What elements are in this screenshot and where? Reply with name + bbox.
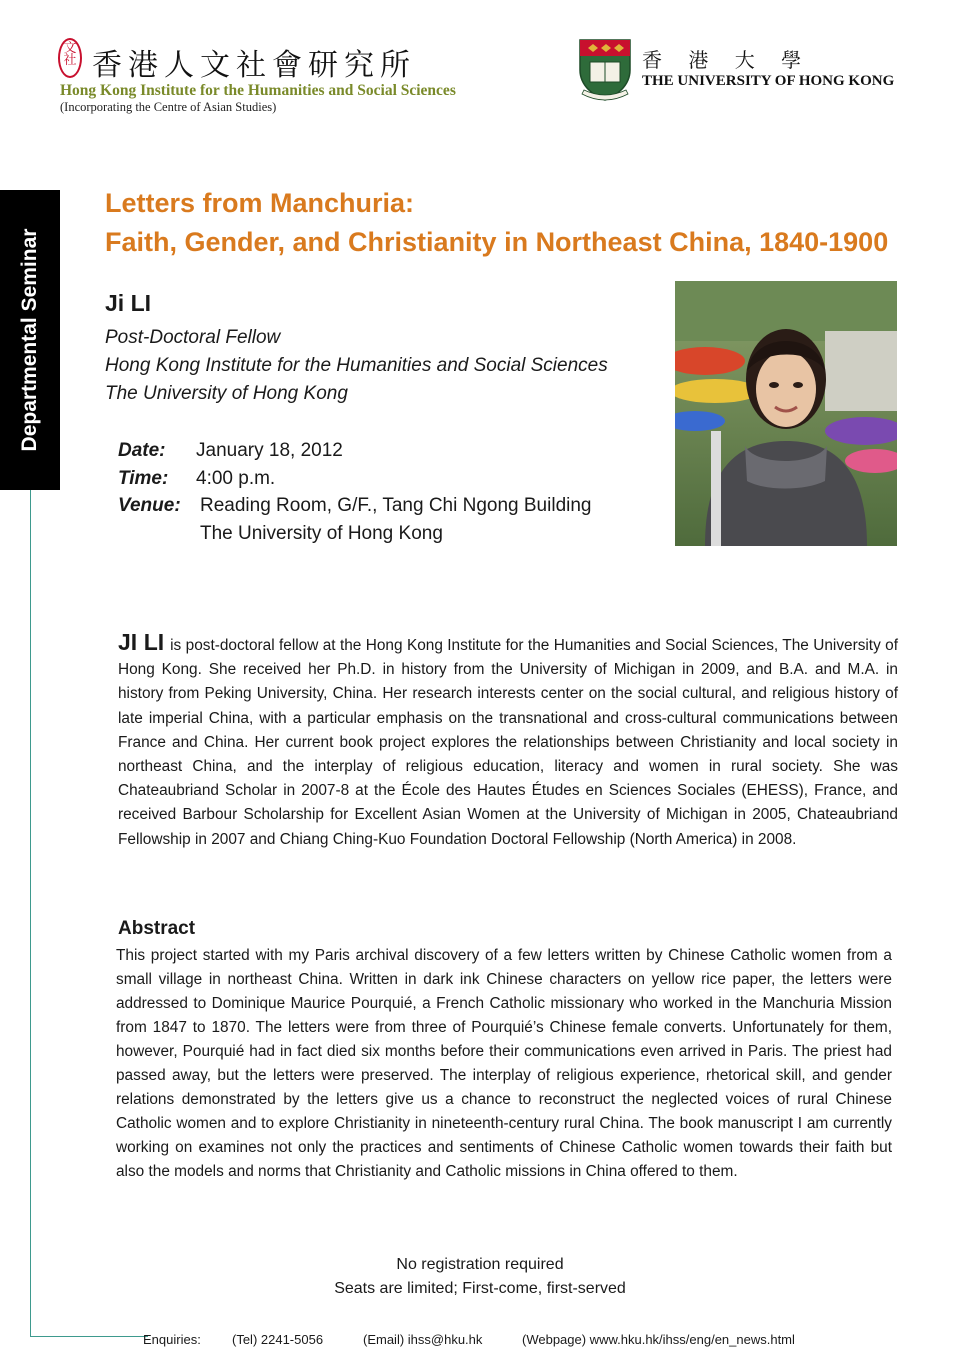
abstract-heading: Abstract bbox=[118, 918, 196, 939]
date-label: Date: bbox=[118, 440, 166, 461]
time-label: Time: bbox=[118, 467, 169, 489]
hku-english-name: THE UNIVERSITY OF HONG KONG bbox=[642, 73, 895, 89]
venue-line-2: The University of Hong Kong bbox=[200, 522, 443, 544]
ihss-seal-logo: 文社 bbox=[58, 38, 82, 78]
time-value: 4:00 p.m. bbox=[196, 467, 276, 489]
bio-name: JI LI bbox=[118, 629, 165, 655]
speaker-photo bbox=[675, 281, 897, 546]
speaker-institute: Hong Kong Institute for the Humanities and Social Sciences bbox=[105, 355, 608, 376]
date-row bbox=[118, 437, 592, 465]
title-line-1: Letters from Manchuria: bbox=[105, 188, 415, 218]
bio-text: is post-doctoral fellow at the Hong Kong Institute for the Humanities and Social Sciences, The University of Hong Kong. She received her Ph.D. in history from the University of Michigan in 2009, and B.A. and M.A. in history from Peking University, China. Her research interests center on the social cultural, and religious history of late imperial China, with a particular emphasis on the transnational and cross-cultural communications between France and China. Her current book project explores the relationships between Christianity and local society in northeast China, and the interplay of religious education, literacy and women in rural society. She was Chateaubriand Scholar in 2007-8 at the École des Hautes Études en Sciences Sociales (EHESS), France, and received Barbour Scholarship for Excellent Asian Women at the University of Michigan in 2005, Chateaubriand Fellowship in 2007 and Chiang Ching-Kuo Foundation Doctoral Fellowship (North America) in 2008. bbox=[118, 637, 899, 848]
speaker-name: Ji LI bbox=[105, 290, 152, 316]
ihss-chinese-name: 香港人文社會研究所 bbox=[92, 48, 416, 83]
bottom-divider-line bbox=[30, 1336, 148, 1337]
enquiries-email[interactable]: (Email) ihss@hku.hk bbox=[363, 1332, 483, 1347]
hku-chinese-name: 香 港 大 學 bbox=[642, 48, 812, 72]
seminar-title bbox=[105, 184, 888, 262]
speaker-position: Post-Doctoral Fellow bbox=[105, 327, 281, 348]
time-row bbox=[118, 465, 592, 493]
venue-label: Venue: bbox=[118, 495, 181, 516]
venue-value bbox=[200, 492, 592, 547]
hku-crest-logo bbox=[576, 36, 634, 102]
date-value: January 18, 2012 bbox=[196, 440, 343, 461]
side-tab bbox=[0, 190, 60, 490]
enquiries-tel: (Tel) 2241-5056 bbox=[232, 1332, 324, 1347]
title-line-2: Faith, Gender, and Christianity in Northeast China, 1840-1900 bbox=[105, 227, 889, 257]
speaker-university: The University of Hong Kong bbox=[105, 383, 348, 404]
venue-row bbox=[118, 492, 592, 547]
side-divider-line bbox=[30, 490, 31, 1336]
ihss-subtitle: (Incorporating the Centre of Asian Studies) bbox=[60, 100, 277, 114]
venue-line-1: Reading Room, G/F., Tang Chi Ngong Building bbox=[200, 495, 592, 516]
registration-notice: No registration required bbox=[396, 1256, 564, 1273]
enquiries-webpage[interactable]: (Webpage) www.hku.hk/ihss/eng/en_news.html bbox=[522, 1332, 795, 1347]
speaker-affiliation bbox=[105, 324, 608, 408]
event-details bbox=[118, 437, 592, 547]
speaker-bio bbox=[118, 630, 898, 852]
ihss-english-name: Hong Kong Institute for the Humanities and Social Sciences bbox=[60, 82, 456, 99]
enquiries-label: Enquiries: bbox=[143, 1332, 201, 1347]
side-tab-label: Departmental Seminar bbox=[18, 228, 41, 452]
seating-notice: Seats are limited; First-come, first-served bbox=[334, 1280, 626, 1297]
abstract-text: This project started with my Paris archival discovery of a few letters written by Chinese Catholic women from a small village in northeast China. Written in dark ink Chinese characters on yellow rice paper, the letters were addressed to Dominique Maurice Pourquié, a French Catholic missionary who worked in the Manchuria Mission from 1847 to 1870. The letters were from three of Pourquié’s Chinese female converts. Unfortunately for them, however, Pourquié had in fact died six months before their communications even arrived in Paris. The priest had passed away, but the letters were preserved. The interplay of religious experience, rhetorical skill, and gender relations demonstrated by the letters give us a chance to reconstruct the neglected voices of rural Chinese Catholic women and to explore Christianity in nineteenth-century rural China. The book manuscript I am currently working on examines not only the practices and sentiments of Chinese Catholic women towards their faith but also the models and norms that Christianity and Catholic missions in China offered to them. bbox=[116, 947, 892, 1180]
